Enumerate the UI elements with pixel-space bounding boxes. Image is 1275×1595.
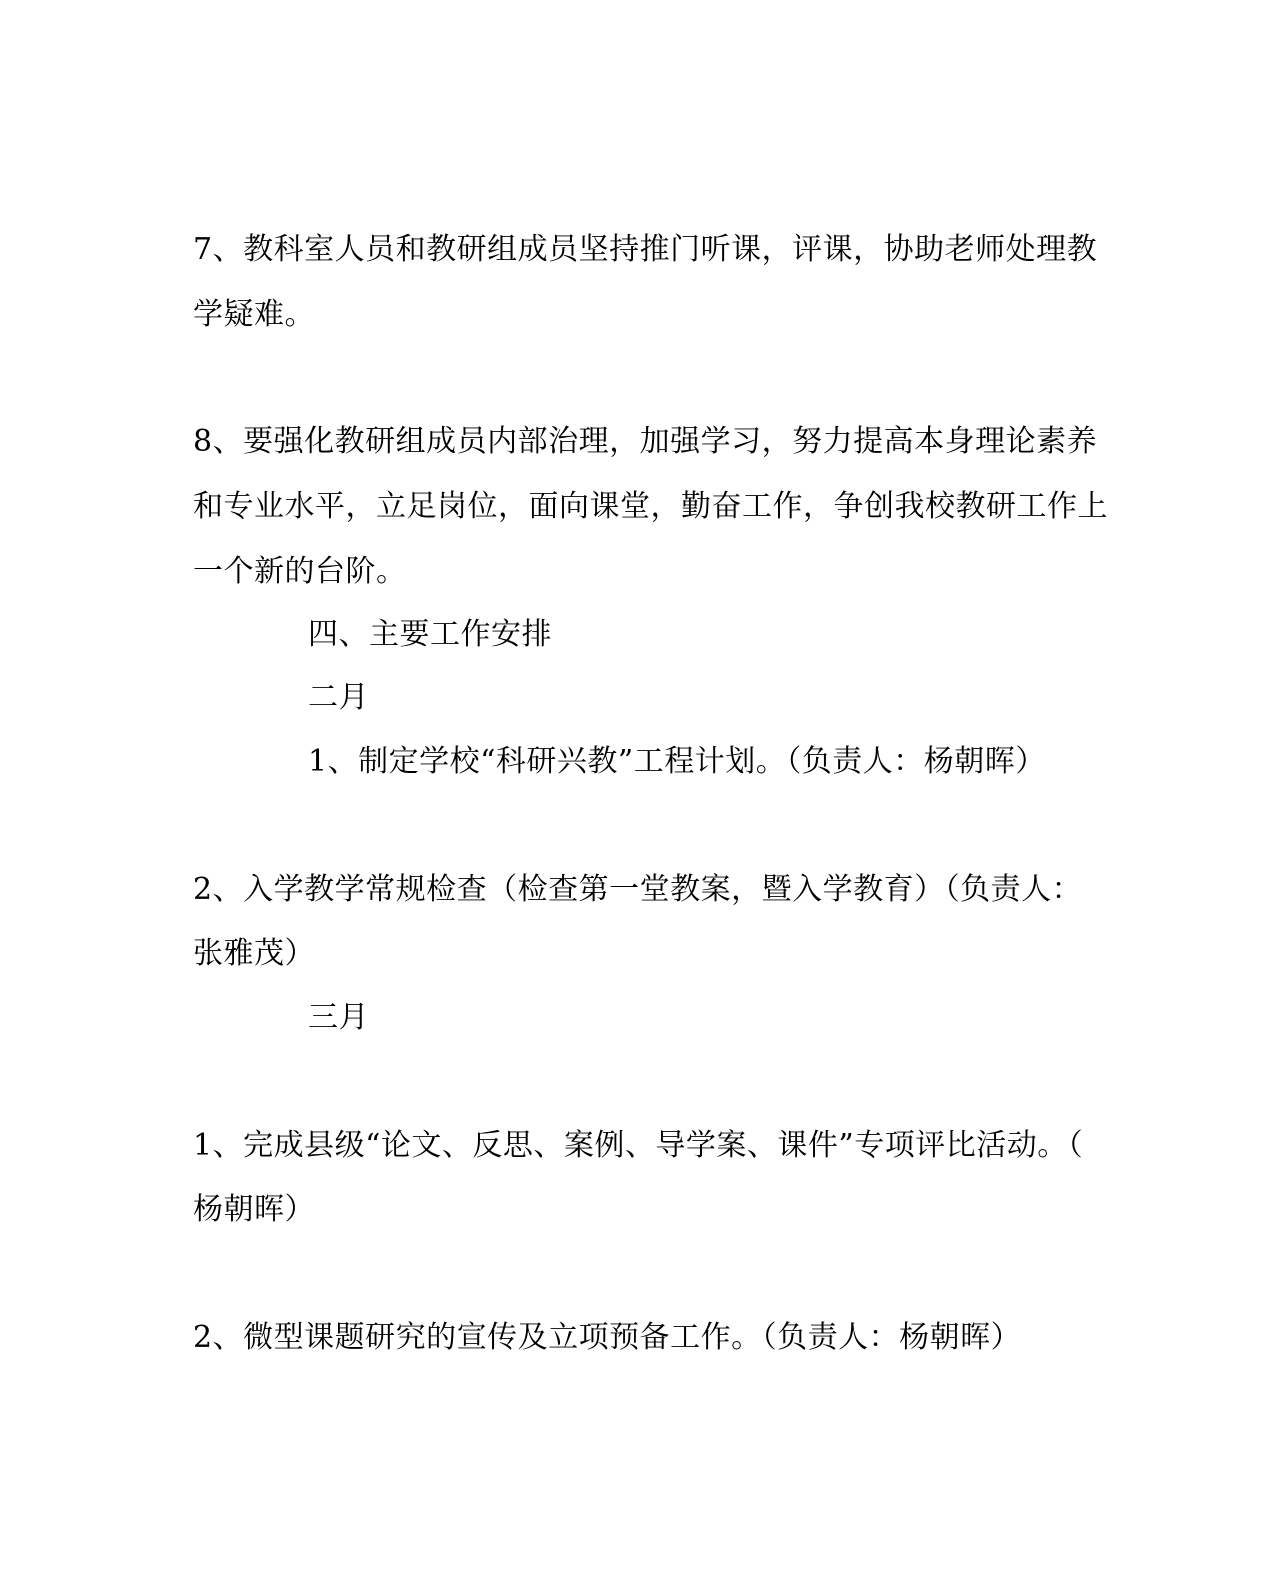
mar-item-1-line-1: 1、完成县级“论文、反思、案例、导学案、课件”专项评比活动。（ bbox=[193, 1128, 1084, 1163]
item-7-line-2: 学疑难。 bbox=[193, 297, 315, 332]
item-7-line-1: 7、教科室人员和教研组成员坚持推门听课，评课，协助老师处理教 bbox=[193, 232, 1098, 267]
feb-item-2-line-1: 2、入学教学常规检查（检查第一堂教案，暨入学教育）（负责人： bbox=[193, 872, 1083, 907]
item-8-line-1: 8、要强化教研组成员内部治理，加强学习，努力提高本身理论素养 bbox=[193, 424, 1098, 459]
feb-item-1: 1、制定学校“科研兴教”工程计划。（负责人：杨朝晖） bbox=[308, 744, 1046, 779]
item-8-line-3: 一个新的台阶。 bbox=[193, 554, 407, 589]
item-8-line-2: 和专业水平，立足岗位，面向课堂，勤奋工作，争创我校教研工作上 bbox=[193, 489, 1108, 524]
section-heading: 四、主要工作安排 bbox=[308, 617, 552, 652]
month-heading-mar: 三月 bbox=[308, 1000, 369, 1035]
mar-item-1-line-2: 杨朝晖） bbox=[193, 1192, 315, 1227]
feb-item-2-line-2: 张雅茂） bbox=[193, 936, 315, 971]
month-heading-feb: 二月 bbox=[308, 680, 369, 715]
mar-item-2: 2、微型课题研究的宣传及立项预备工作。（负责人：杨朝晖） bbox=[193, 1320, 1022, 1355]
